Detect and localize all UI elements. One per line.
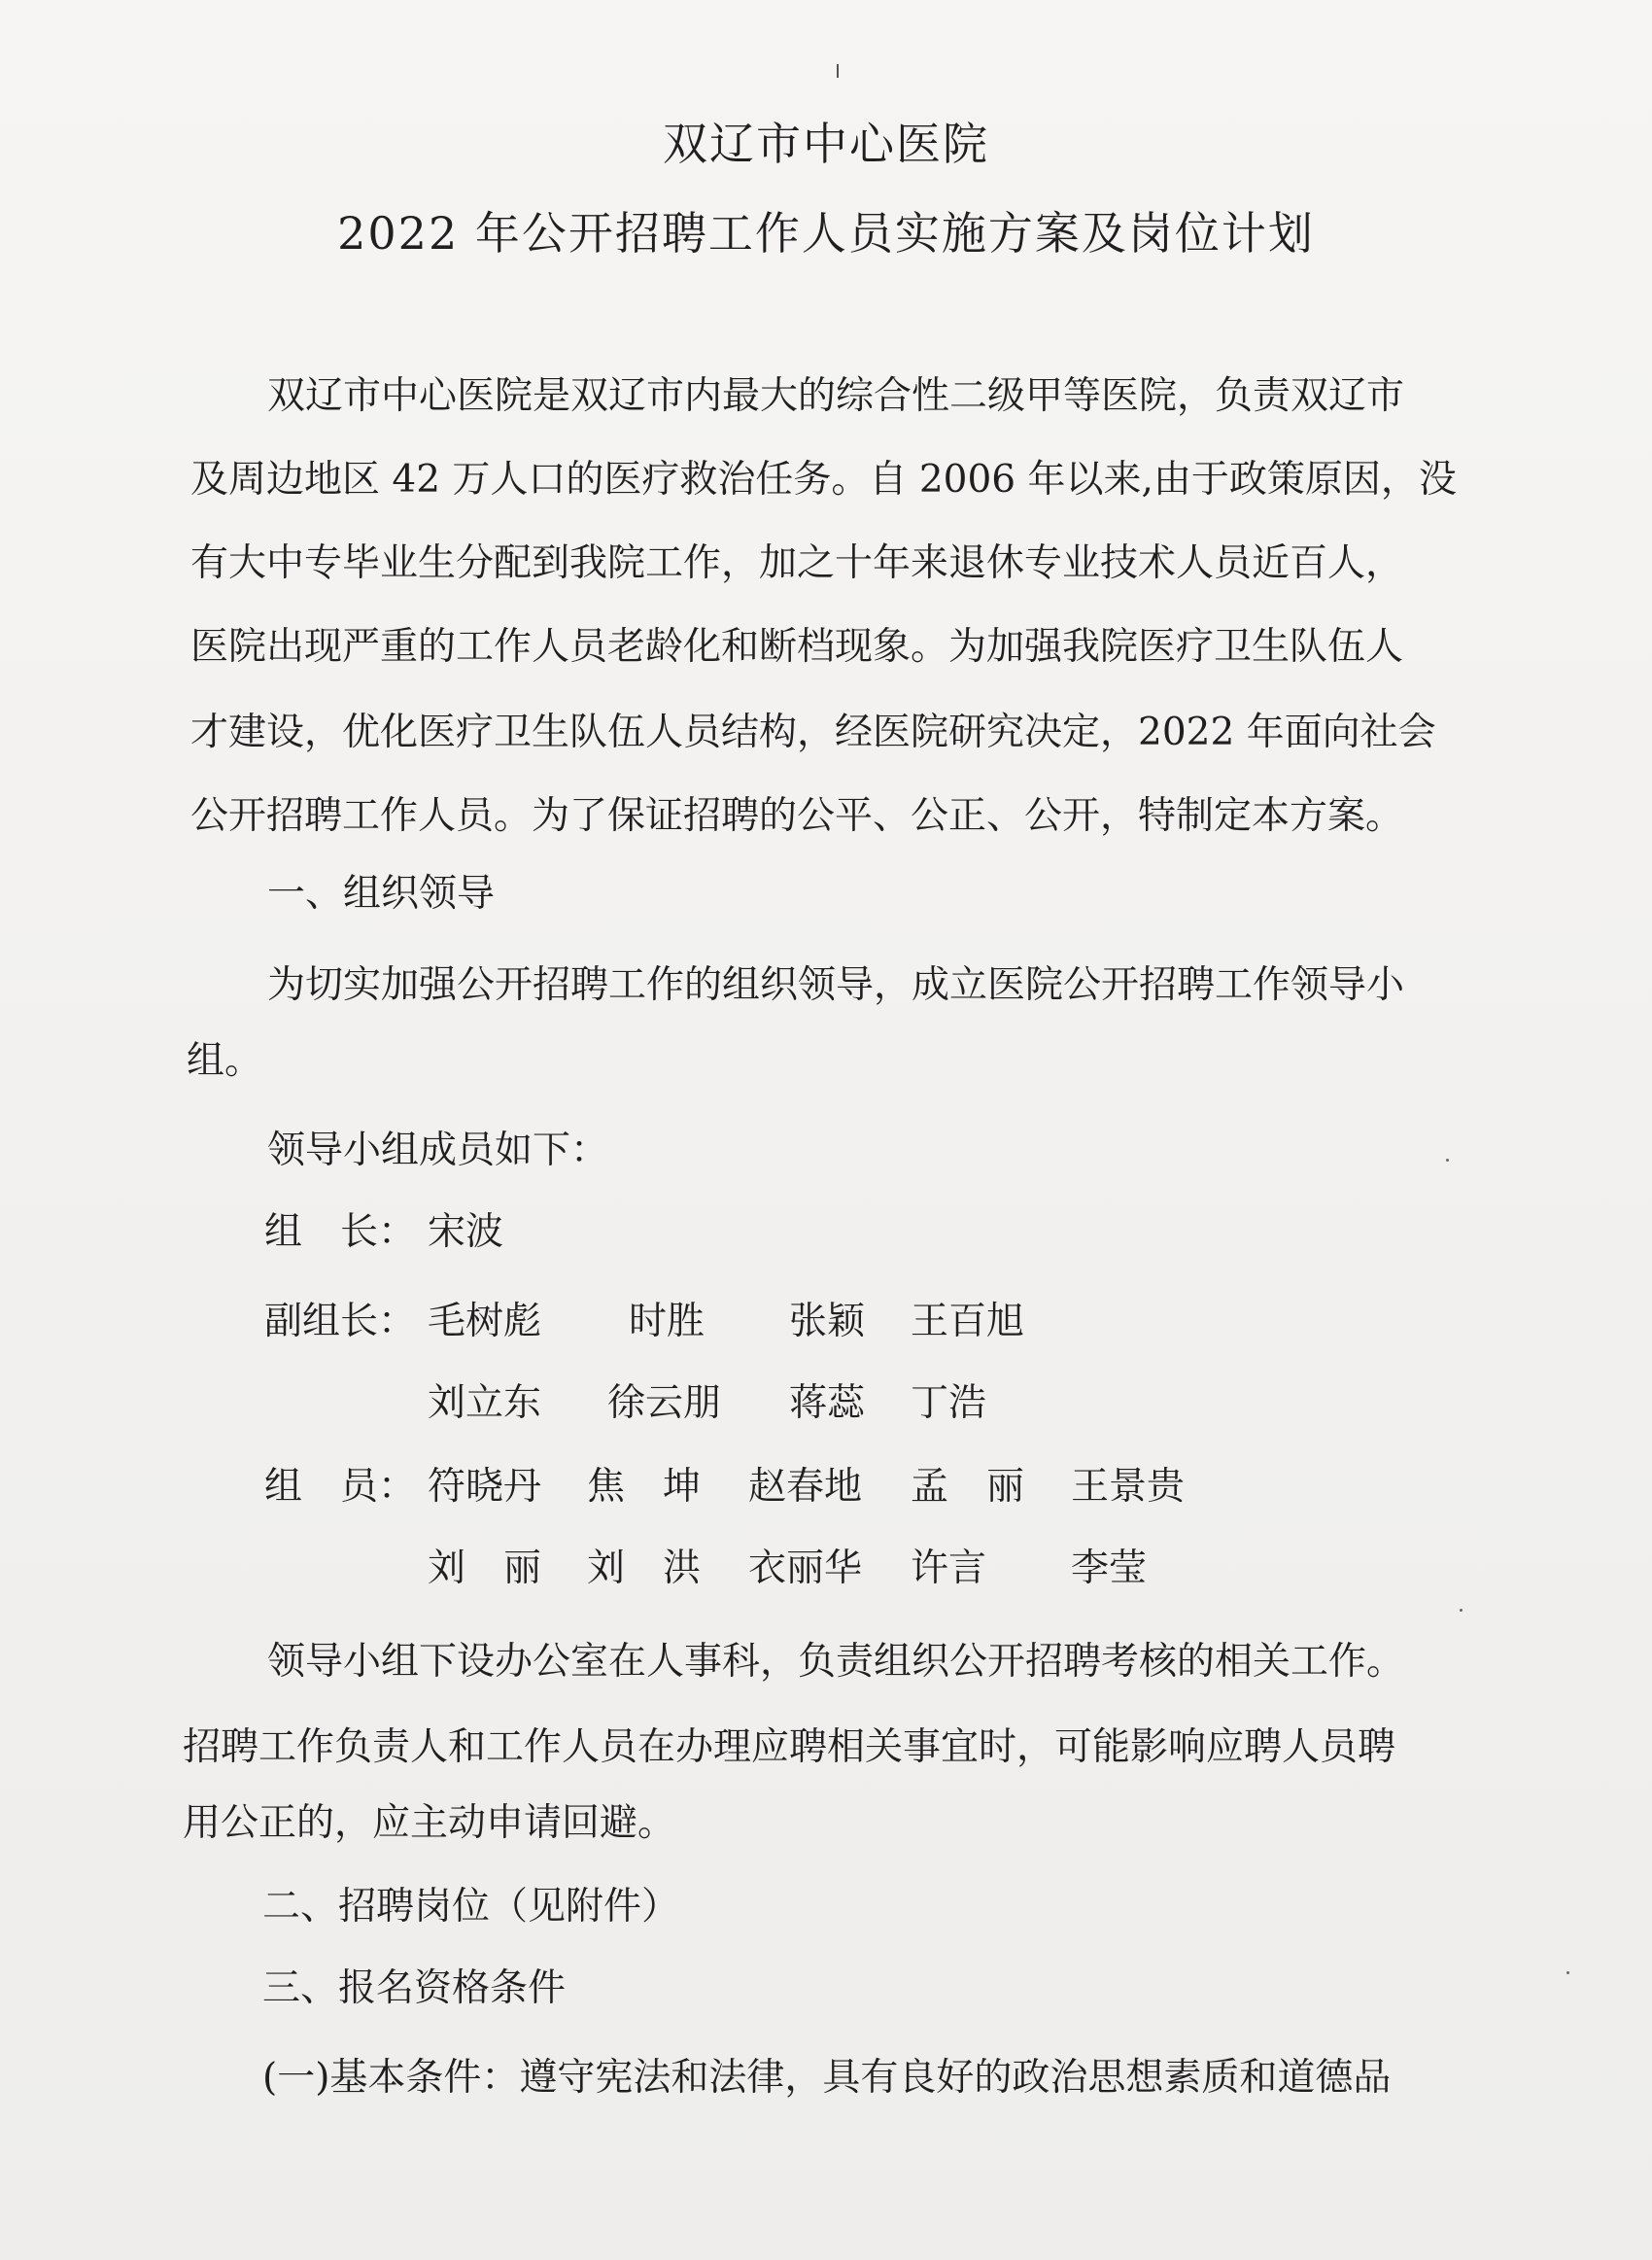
deputy-name: 毛树彪 bbox=[428, 1300, 542, 1343]
deputy-name: 刘立东 bbox=[428, 1381, 542, 1425]
deputy-label: 副组长： bbox=[264, 1300, 417, 1343]
deputy-name: 张颖 bbox=[789, 1300, 866, 1343]
section-heading: 三、报名资格条件 bbox=[262, 1966, 567, 2010]
scan-speck bbox=[1566, 1971, 1569, 1974]
office-line: 招聘工作负责人和工作人员在办理应聘相关事宜时，可能影响应聘人员聘 bbox=[183, 1725, 1396, 1769]
leader-name: 宋波 bbox=[428, 1210, 504, 1254]
deputy-name: 王百旭 bbox=[911, 1300, 1025, 1343]
members-intro: 领导小组成员如下： bbox=[267, 1129, 609, 1172]
member-name: 李莹 bbox=[1071, 1547, 1148, 1590]
intro-line: 及周边地区 42 万人口的医疗救治任务。自 2006 年以来,由于政策原因，没 bbox=[190, 458, 1457, 502]
section-heading: 二、招聘岗位（见附件） bbox=[262, 1885, 680, 1929]
document-title: 双辽市中心医院 bbox=[663, 118, 989, 170]
intro-line: 有大中专毕业生分配到我院工作，加之十年来退休专业技术人员近百人， bbox=[190, 541, 1404, 585]
basic-conditions-line: (一)基本条件：遵守宪法和法律，具有良好的政治思想素质和道德品 bbox=[262, 2056, 1392, 2100]
intro-line: 公开招聘工作人员。为了保证招聘的公平、公正、公开，特制定本方案。 bbox=[190, 794, 1404, 838]
member-name: 衣丽华 bbox=[748, 1547, 863, 1590]
intro-line: 才建设，优化医疗卫生队伍人员结构，经医院研究决定，2022 年面向社会 bbox=[190, 711, 1436, 754]
deputy-name: 蒋蕊 bbox=[789, 1381, 866, 1425]
deputy-name: 丁浩 bbox=[911, 1381, 987, 1425]
member-name: 刘 洪 bbox=[587, 1547, 702, 1590]
document-subtitle: 2022 年公开招聘工作人员实施方案及岗位计划 bbox=[337, 207, 1315, 260]
intro-line: 医院出现严重的工作人员老龄化和断档现象。为加强我院医疗卫生队伍人 bbox=[190, 625, 1404, 669]
office-line: 领导小组下设办公室在人事科，负责组织公开招聘考核的相关工作。 bbox=[267, 1640, 1405, 1684]
member-name: 王景贵 bbox=[1071, 1465, 1186, 1509]
deputy-name: 徐云朋 bbox=[607, 1381, 722, 1425]
member-name: 孟 丽 bbox=[911, 1465, 1025, 1509]
member-name: 刘 丽 bbox=[428, 1547, 542, 1590]
member-name: 焦 坤 bbox=[587, 1465, 702, 1509]
deputy-name: 时胜 bbox=[629, 1300, 706, 1343]
scan-speck bbox=[1460, 1609, 1463, 1612]
section1-para-line: 为切实加强公开招聘工作的组织领导，成立医院公开招聘工作领导小 bbox=[267, 963, 1405, 1007]
scan-speck bbox=[1446, 1159, 1449, 1162]
scan-mark bbox=[837, 64, 839, 78]
section1-para-line: 组。 bbox=[187, 1039, 263, 1083]
member-name: 许言 bbox=[911, 1547, 987, 1590]
member-name: 符晓丹 bbox=[428, 1465, 542, 1509]
leader-label: 组 长： bbox=[264, 1210, 417, 1254]
office-line: 用公正的，应主动申请回避。 bbox=[183, 1801, 676, 1845]
section-heading: 一、组织领导 bbox=[267, 872, 496, 916]
intro-line: 双辽市中心医院是双辽市内最大的综合性二级甲等医院，负责双辽市 bbox=[267, 374, 1405, 418]
members-label: 组 员： bbox=[264, 1465, 417, 1509]
member-name: 赵春地 bbox=[748, 1465, 863, 1509]
